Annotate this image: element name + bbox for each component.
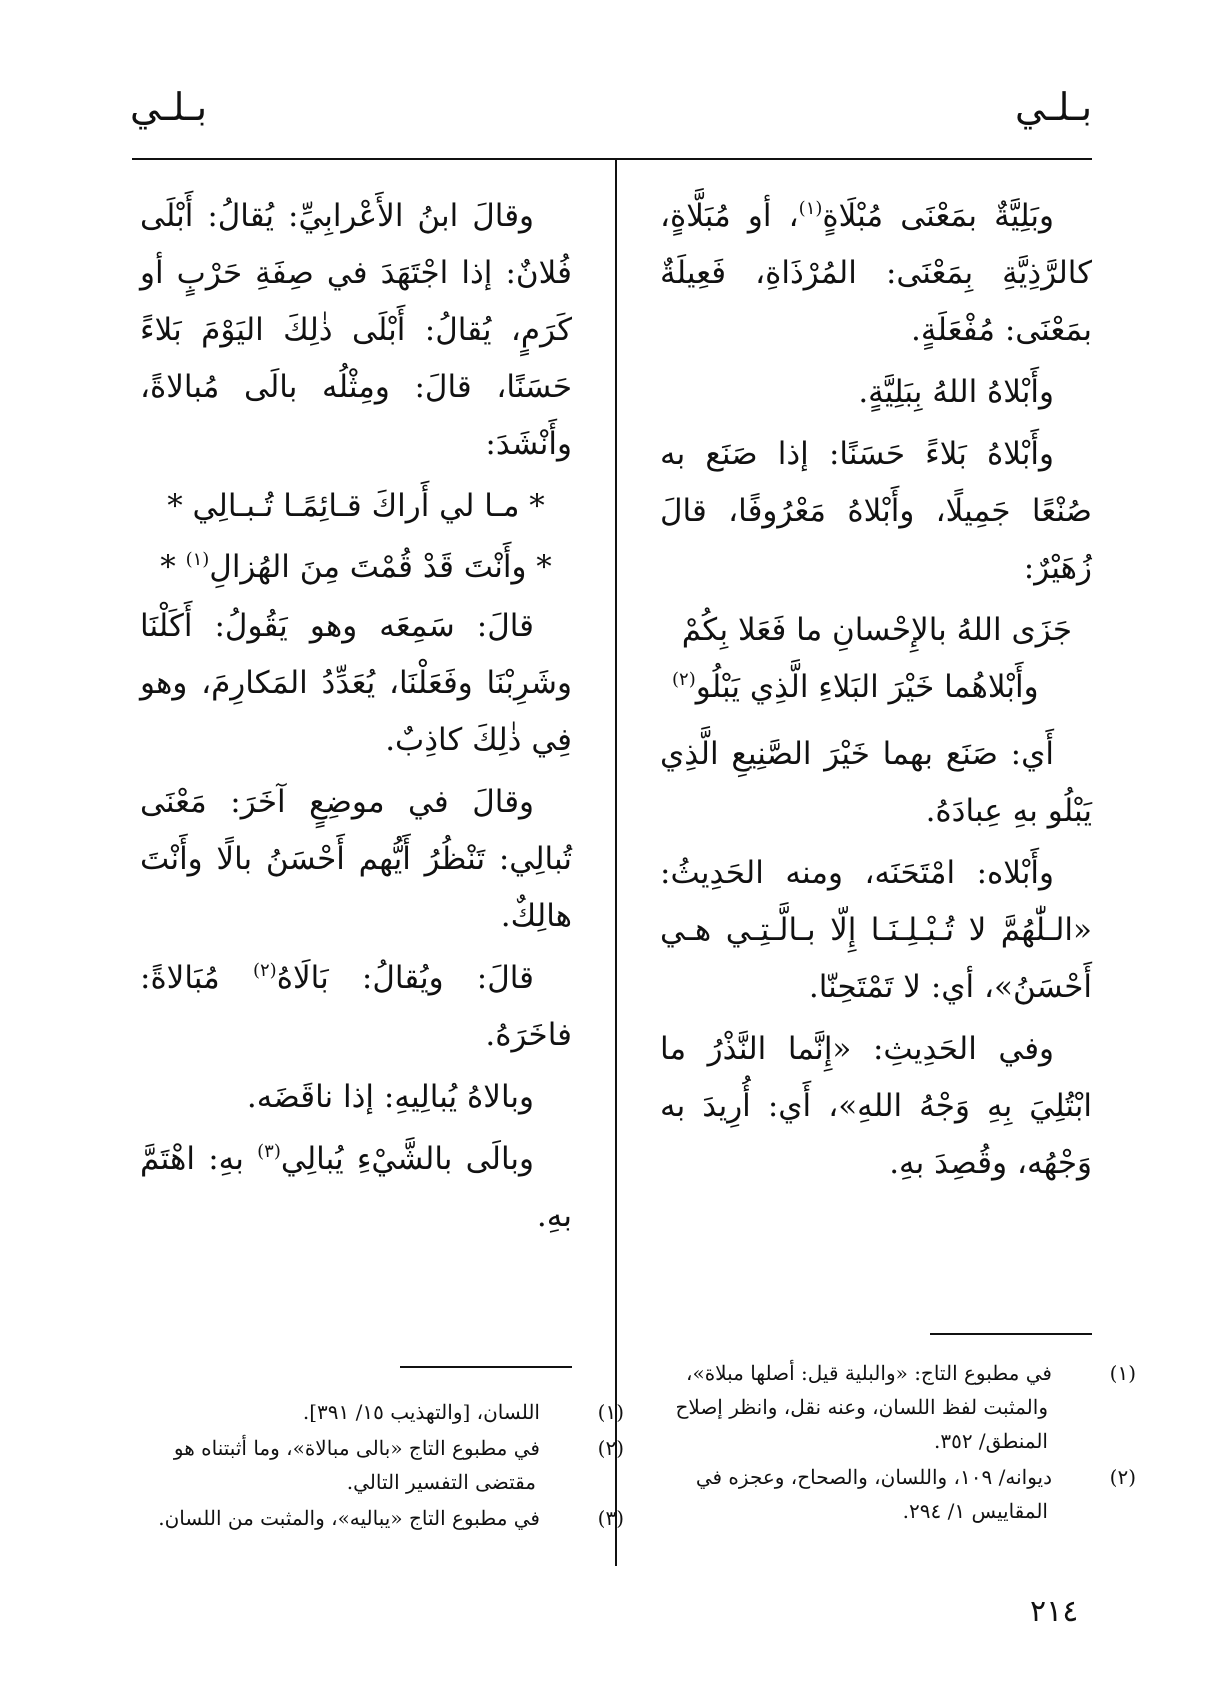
- paragraph: وبَلِيَّةٌ بمَعْنَى مُبْلَاةٍ$^{(١)}$، أو مُبَلَّاةٍ، كالرَّذِيَّةِ بِمَعْنَى: المُرْذَاةِ، فَعِيلَةٌ بمَعْنَى: مُفْعَلَةٍ.: [660, 198, 1092, 348]
- footnote: (١)في مطبوع التاج: «والبلية قيل: أصلها مبلاة»، والمثبت لفظ اللسان، وعنه نقل، وانظر إصلاح المنطق/ ٣٥٢.: [675, 1361, 1136, 1453]
- footnotes-left: [140, 1395, 624, 1537]
- paragraph: وقالَ في موضِعٍ آخَرَ: مَعْنَى تُبالِي: تَنْظُرُ أَيُّهم أَحْسَنُ بالًا وأَنْتَ هالِكٌ.: [140, 784, 572, 934]
- footnote-marker: (٣): [257, 1141, 281, 1162]
- paragraph: قالَ: ويُقالُ: بَالَاهُ$^{(٢)}$ مُبَالاةً: فاخَرَهُ.: [140, 960, 572, 1053]
- page-number: ٢١٤: [1030, 1594, 1079, 1629]
- verse-hemistich-2: وأَبْلاهُما خَيْرَ البَلاءِ الَّذِي يَبْلُو$^{(٢)}$: [672, 669, 1039, 705]
- footnote-rule-left: [400, 1366, 572, 1368]
- paragraph: قالَ: سَمِعَه وهو يَقُولُ: أَكَلْنَا وشَرِبْنَا وفَعَلْنَا، يُعَدِّدُ المَكارِمَ، وهو فِي ذٰلِكَ كاذِبٌ.: [140, 608, 572, 758]
- right-column: [660, 188, 1092, 1197]
- footnote-marker: (٢): [252, 960, 277, 981]
- footnote-marker: (١): [798, 198, 823, 219]
- paragraph: وبالاهُ يُبالِيهِ: إذا ناقَضَه.: [246, 1079, 534, 1115]
- rajaz-line-2: * وأَنْتَ قَدْ قُمْتَ مِنَ الهُزالِ$^{(١)}$ *: [160, 549, 552, 585]
- paragraph: وأَبْلاهُ اللهُ بِبَلِيَّةٍ.: [858, 374, 1054, 410]
- paragraph: وقالَ ابنُ الأَعْرابِيِّ: يُقالُ: أَبْلَى فُلانٌ: إذا اجْتَهَدَ في صِفَةِ حَرْبٍ أو كَرَمٍ، يُقالُ: أَبْلَى ذٰلِكَ اليَوْمَ بَلاءً حَسَنًا، قالَ: ومِثْلُه بالَى مُبالاةً، وأَنْشَدَ:: [140, 198, 572, 462]
- paragraph: وفي الحَدِيثِ: «إِنَّما النَّذْرُ ما ابْتُلِيَ بِهِ وَجْهُ اللهِ»، أَي: أُرِيدَ به وَجْهُه، وقُصِدَ بهِ.: [660, 1031, 1092, 1181]
- running-head-left: بـلـي: [130, 85, 208, 129]
- paragraph: أَي: صَنَع بهما خَيْرَ الصَّنِيعِ الَّذِي يَبْلُو بهِ عِبادَهُ.: [660, 736, 1092, 829]
- footnote-marker: (٢): [672, 669, 696, 690]
- footnote-marker: (١): [185, 549, 210, 570]
- footnotes-right: [660, 1356, 1136, 1530]
- running-head-right: بـلـي: [1015, 85, 1093, 129]
- verse-hemistich-1: جَزَى اللهُ بالإِحْسانِ ما فَعَلا بِكُمْ: [681, 612, 1072, 648]
- footnote: (٣)في مطبوع التاج «يباليه»، والمثبت من اللسان.: [158, 1506, 624, 1530]
- paragraph: وأَبْلاهُ بَلاءً حَسَنًا: إذا صَنَع به صُنْعًا جَمِيلًا، وأَبْلاهُ مَعْرُوفًا، قالَ زُهَيْرٌ:: [660, 436, 1092, 586]
- rajaz-line-1: * مـا لي أَراكَ قـائِمًـا تُـبـالِي *: [167, 488, 545, 524]
- header-rule: [132, 158, 1092, 160]
- footnote: (٢)ديوانه/ ١٠٩، واللسان، والصحاح، وعجزه في المقاييس ١/ ٢٩٤.: [695, 1465, 1136, 1523]
- footnote: (٢)في مطبوع التاج «بالى مبالاة»، وما أثبتناه هو مقتضى التفسير التالي.: [173, 1436, 624, 1494]
- footnote-rule-right: [930, 1333, 1092, 1335]
- column-divider: [615, 159, 617, 1566]
- paragraph: وبالَى بالشَّيْءِ يُبالِي$^{(٣)}$ بهِ: اهْتَمَّ بهِ.: [140, 1141, 572, 1234]
- poetry-verse: [660, 602, 1092, 716]
- left-column: [140, 188, 572, 1250]
- paragraph: وأَبْلاه: امْتَحَنَه، ومنه الحَدِيثُ: «الـلّٰهُمَّ لا تُـبْـلِـنَـا إِلّا بـالَّـتِـي هـي أَحْسَنُ»، أي: لا تَمْتَحِنّا.: [660, 855, 1092, 1005]
- footnote: (١)اللسان، [والتهذيب ١٥/ ٣٩١].: [302, 1400, 624, 1424]
